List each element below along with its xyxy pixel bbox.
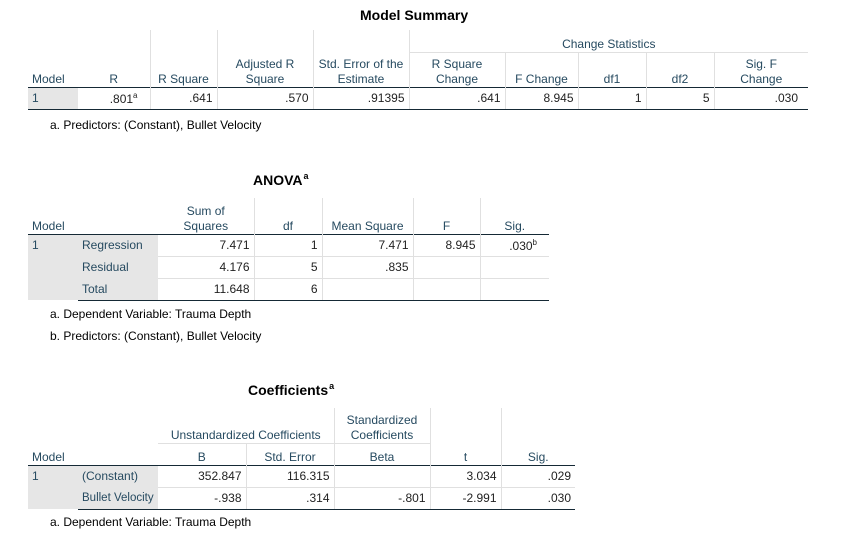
unstandardized-coefficients-header: Unstandardized Coefficients [158,408,334,443]
std-error-value: .314 [246,487,334,509]
sig-value: .030$^b$ [480,234,549,256]
r-square-change-value: .641 [409,87,505,109]
col-header-std-error: Std. Error [246,443,334,465]
coefficients-table [28,408,575,510]
df-value: 5 [254,256,322,278]
ms-value: 7.471 [322,234,413,256]
anova-footnote-b: b. Predictors: (Constant), Bullet Velocity [50,329,262,343]
r-value: .801$^a$ [78,87,150,109]
table-row [28,256,549,278]
col-header-r: R [78,52,150,87]
sig-f-change-value: .030 [714,87,808,109]
beta-value [334,465,430,487]
col-header-t: t [430,443,501,465]
sig-value [480,278,549,300]
ss-value: 4.176 [158,256,254,278]
col-header-model: Model [32,218,65,233]
df2-value: 5 [646,87,714,109]
ms-value: .835 [322,256,413,278]
sig-value: .029 [501,465,575,487]
anova-footnote-a: a. Dependent Variable: Trauma Depth [50,307,252,321]
table-row [28,87,808,109]
model-summary-title: Model Summary [360,7,469,23]
ss-value: 7.471 [158,234,254,256]
adj-r-square-value: .570 [217,87,313,109]
f-value [413,278,480,300]
col-header-adjusted-r-square: Adjusted R Square [217,52,313,87]
ms-value [322,278,413,300]
row-label-residual: Residual [78,256,158,278]
f-change-value: 8.945 [505,87,578,109]
col-header-b: B [158,443,246,465]
col-header-sig: Sig. [527,449,549,464]
df-value: 1 [254,234,322,256]
col-header-df: df [254,198,322,234]
standardized-coefficients-header: Standardized Coefficients [334,408,430,443]
col-header-sum-of-squares: Sum of Squares [158,198,254,234]
col-header-f: F [413,198,480,234]
col-header-r-square: R Square [150,52,217,87]
anova-table [28,198,549,301]
model-summary-footnote: a. Predictors: (Constant), Bullet Velocity [50,118,262,132]
beta-value: -.801 [334,487,430,509]
model-number: 1 [28,87,78,109]
coefficients-footnote: a. Dependent Variable: Trauma Depth [50,515,252,529]
col-header-sig-f-change: Sig. F Change [740,56,783,86]
col-header-mean-square: Mean Square [322,198,413,234]
std-error-value: .91395 [313,87,409,109]
col-header-sig: Sig. [504,218,526,233]
col-header-beta: Beta [334,443,430,465]
row-label-constant: (Constant) [78,465,158,487]
r-square-value: .641 [150,87,217,109]
std-error-value: 116.315 [246,465,334,487]
ss-value: 11.648 [158,278,254,300]
col-header-r-square-change: R Square Change [409,52,505,87]
row-label-bullet-velocity: Bullet Velocity [78,487,158,509]
model-summary-table [28,30,808,110]
df-value: 6 [254,278,322,300]
model-number: 1 [28,234,78,300]
col-header-model: Model [32,449,65,464]
col-header-std-error: Std. Error of the Estimate [313,52,409,87]
row-label-total: Total [78,278,158,300]
df1-value: 1 [578,87,646,109]
sig-value [480,256,549,278]
f-value [413,256,480,278]
row-label-regression: Regression [78,234,158,256]
coefficients-title: Coefficients$^a$ [248,381,335,398]
b-value: 352.847 [158,465,246,487]
model-number: 1 [28,465,78,509]
t-value: 3.034 [430,465,501,487]
table-row [28,465,575,487]
change-statistics-header: Change Statistics [409,30,808,52]
col-header-f-change: F Change [505,52,578,87]
table-row [28,234,549,256]
t-value: -2.991 [430,487,501,509]
col-header-df2: df2 [646,52,714,87]
b-value: -.938 [158,487,246,509]
col-header-df1: df1 [578,52,646,87]
sig-value: .030 [501,487,575,509]
anova-title: ANOVA$^a$ [253,171,309,188]
f-value: 8.945 [413,234,480,256]
table-row [28,487,575,509]
table-row [28,278,549,300]
col-header-model: Model [32,71,65,86]
